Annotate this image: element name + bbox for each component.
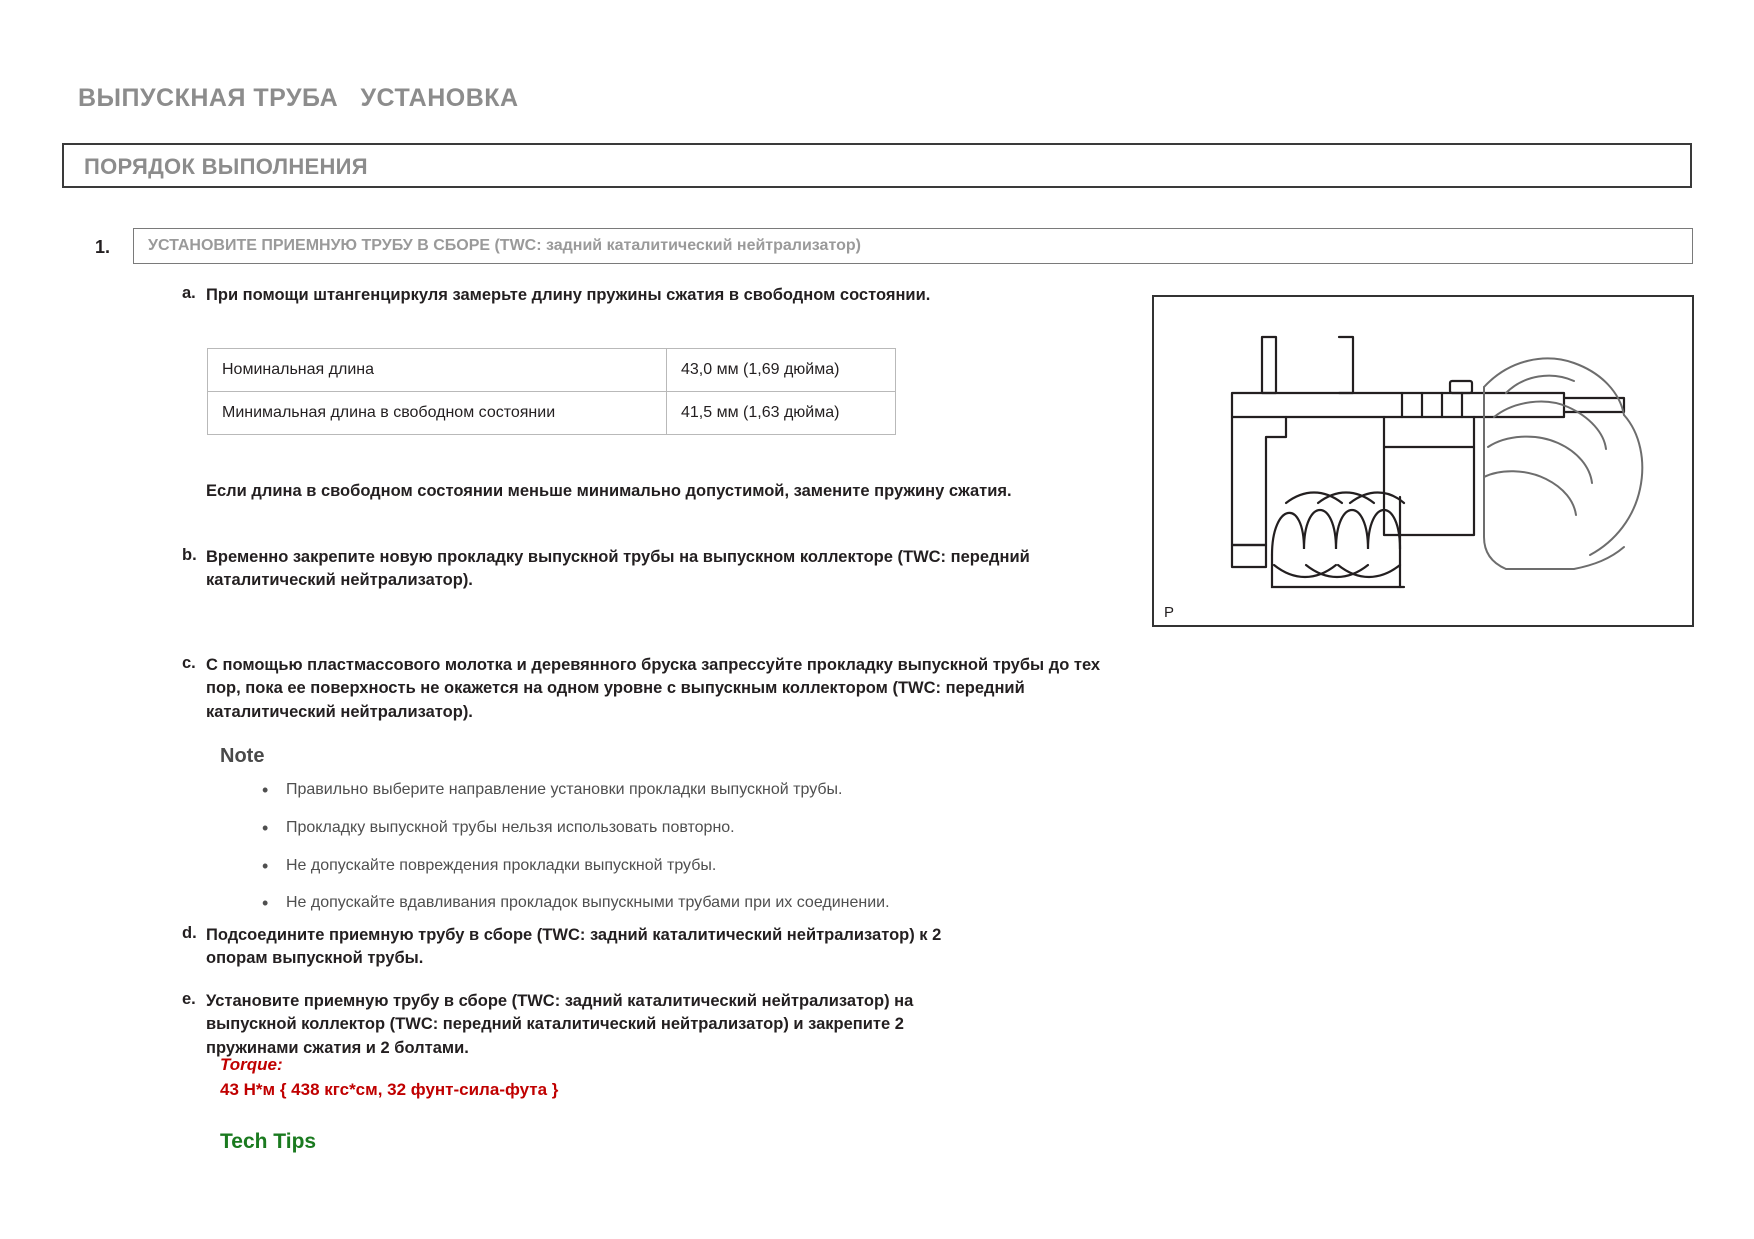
list-item: • Прокладку выпускной трубы нельзя использовать повторно. xyxy=(258,818,890,839)
section-header-box xyxy=(62,143,1692,188)
torque-label: Torque: xyxy=(220,1055,283,1074)
item-c-text: С помощью пластмассового молотка и деревянного бруска запрессуйте прокладку выпускной трубы до тех пор, пока ее поверхность не окажется на одном уровне с выпускным коллектором (TWC: передний каталитический нейтрализатор). xyxy=(206,656,1101,721)
item-d-letter: d. xyxy=(182,924,197,942)
item-c-letter: c. xyxy=(182,654,196,672)
page-title: ВЫПУСКНАЯ ТРУБА УСТАНОВКА xyxy=(78,84,519,112)
caliper-spring-illustration xyxy=(1154,297,1692,625)
step-number: 1. xyxy=(95,237,111,257)
spec-key: Минимальная длина в свободном состоянии xyxy=(208,392,667,435)
item-a-text: При помощи штангенциркуля замерьте длину пружины сжатия в свободном состоянии. xyxy=(206,286,931,304)
replace-spring-note: Если длина в свободном состоянии меньше минимально допустимой, замените пружину сжатия. xyxy=(206,482,1012,500)
item-e-letter: e. xyxy=(182,990,196,1008)
item-b-text: Временно закрепите новую прокладку выпускной трубы на выпускном коллекторе (TWC: передний каталитический нейтрализатор). xyxy=(206,548,1030,590)
figure-tag: P xyxy=(1164,604,1175,621)
note-bullet-list xyxy=(258,780,890,931)
item-e-text: Установите приемную трубу в сборе (TWC: задний каталитический нейтрализатор) на выпускной коллектор (TWC: передний каталитический нейтрализатор) и закрепите 2 пружинами сжатия и 2 болтами. xyxy=(206,992,914,1057)
list-item: • Не допускайте повреждения прокладки выпускной трубы. xyxy=(258,856,890,877)
list-item: • Правильно выберите направление установки прокладки выпускной трубы. xyxy=(258,780,890,801)
item-b-letter: b. xyxy=(182,546,197,564)
spec-table xyxy=(207,348,896,435)
item-d-text: Подсоедините приемную трубу в сборе (TWC: задний каталитический нейтрализатор) к 2 опорам выпускной трубы. xyxy=(206,926,942,968)
table-row xyxy=(208,392,896,435)
section-header-label: ПОРЯДОК ВЫПОЛНЕНИЯ xyxy=(84,154,368,179)
figure-caliper-spring xyxy=(1152,295,1694,627)
spec-key: Номинальная длина xyxy=(208,349,667,392)
tech-tips-heading: Tech Tips xyxy=(220,1130,317,1153)
torque-value: 43 Н*м { 438 кгс*см, 32 фунт-сила-фута } xyxy=(220,1080,559,1099)
note-heading: Note xyxy=(220,745,265,767)
step-title-label: УСТАНОВИТЕ ПРИЕМНУЮ ТРУБУ В СБОРЕ (TWC: задний каталитический нейтрализатор) xyxy=(148,237,861,254)
step-title-box xyxy=(133,228,1693,264)
list-item: • Не допускайте вдавливания прокладок выпускными трубами при их соединении. xyxy=(258,893,890,914)
table-row xyxy=(208,349,896,392)
spec-value: 41,5 мм (1,63 дюйма) xyxy=(667,392,896,435)
item-a-letter: a. xyxy=(182,284,196,302)
spec-value: 43,0 мм (1,69 дюйма) xyxy=(667,349,896,392)
